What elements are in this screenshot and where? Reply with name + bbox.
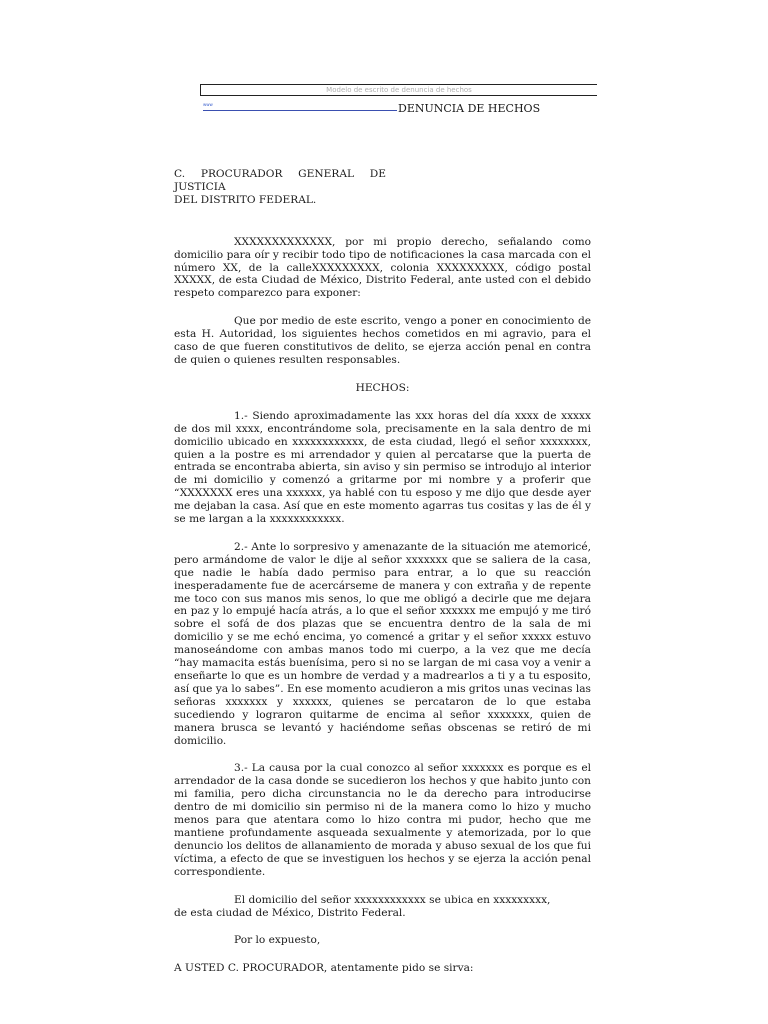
header-watermark-text: Modelo de escrito de denuncia de hechos	[326, 86, 472, 94]
fact-1-paragraph: 1.- Siendo aproximadamente las xxx horas del día xxxx de xxxxx de dos mil xxxx, encontrándome sola, precisamente en la sala dentro de mi domicilio ubicado en xxxxxxxxxxxx, de esta ciudad, llegó el señor xxxxxxxx, quien a la postre es mi arrendador y quien al percatarse que la puerta de entrada se encontraba abierta, sin aviso y sin permiso se introdujo al interior de mi domicilio y comenzó a gritarme por mi nombre y a proferir que “XXXXXXX eres una xxxxxx, ya hablé con tu esposo y me dijo que desde ayer me dejaban la casa. Así que en este momento agarras tus cositas y las de él y se me largan a la xxxxxxxxxxxx.	[174, 409, 591, 526]
document-title: DENUNCIA DE HECHOS	[398, 102, 541, 115]
por-lo-expuesto: Por lo expuesto,	[234, 934, 321, 947]
purpose-paragraph: Que por medio de este escrito, vengo a poner en conocimiento de esta H. Autoridad, los siguientes hechos cometidos en mi agravio, para el caso de que fueren constitutivos de delito, se ejerza acción penal en contra de quien o quienes resulten responsables.	[174, 315, 591, 366]
intro-paragraph: XXXXXXXXXXXXX, por mi propio derecho, señalando como domicilio para oír y recibir todo tipo de notificaciones la casa marcada con el número XX, de la calleXXXXXXXXX, colonia XXXXXXXXX, código postal XXXXX, de esta Ciudad de México, Distrito Federal, ante usted con el debido respeto comparezco para exponer:	[174, 235, 591, 300]
addressee-line-2: DEL DISTRITO FEDERAL.	[174, 193, 317, 206]
addressee-block	[174, 168, 591, 207]
fact-2-paragraph: 2.- Ante lo sorpresivo y amenazante de la situación me atemoricé, pero armándome de valor le dije al señor xxxxxxx que se saliera de la casa, que nadie le había dado permiso para entrar, a lo que su reacción inesperadamente fue de acercárseme de manera y con extraña y de repente me toco con sus manos mis senos, lo que me obligó a decirle que me dejara en paz y lo empujé hacía atrás, a lo que el señor xxxxxx me empujó y me tiró sobre el sofá de dos plazas que se encuentra dentro de la sala de mi domicilio y se me echó encima, yo comencé a gritar y el señor xxxxx estuvo manoseándome con ambas manos todo mi cuerpo, a la vez que me decía “hay mamacita estás buenísima, pero si no se largan de mi casa voy a venir a enseñarte lo que es un hombre de verdad y a madrearlos a ti y a tu esposito, así que ya lo sabes”. En ese momento acudieron a mis gritos unas vecinas las señoras xxxxxxx y xxxxxx, quienes se percataron de lo que estaba sucediendo y lograron quitarme de encima al señor xxxxxxx, quien de manera brusca se levantó y haciéndome señas obscenas se retiró de mi domicilio.	[174, 540, 591, 747]
hechos-heading: HECHOS:	[355, 381, 410, 394]
domicile-paragraph: El domicilio del señor xxxxxxxxxxxx se ubica en xxxxxxxxx, de esta ciudad de México, Distrito Federal.	[174, 893, 551, 919]
addressee-line-1: C. PROCURADOR GENERAL DE JUSTICIA	[174, 168, 386, 193]
fact-3-paragraph: 3.- La causa por la cual conozco al señor xxxxxxx es porque es el arrendador de la casa donde se sucedieron los hechos y que habito junto con mi familia, pero dicha circunstancia no le da derecho para introducirse dentro de mi domicilio sin permiso ni de la manera como lo hizo y mucho menos para que atentara como lo hizo contra mi pudor, hecho que me mantiene profundamente asqueada sexualmente y atemorizada, por lo que denuncio los delitos de allanamiento de morada y abuso sexual de los que fui víctima, a efecto de que se investiguen los hechos y se ejerza la acción penal correspondiente.	[174, 762, 591, 878]
petition-line: A USTED C. PROCURADOR, atentamente pido se sirva:	[174, 962, 474, 975]
title-underline	[203, 110, 397, 111]
header-tiny-link[interactable]: www	[203, 102, 213, 107]
document-body	[174, 168, 591, 975]
document-header-box	[200, 84, 597, 96]
